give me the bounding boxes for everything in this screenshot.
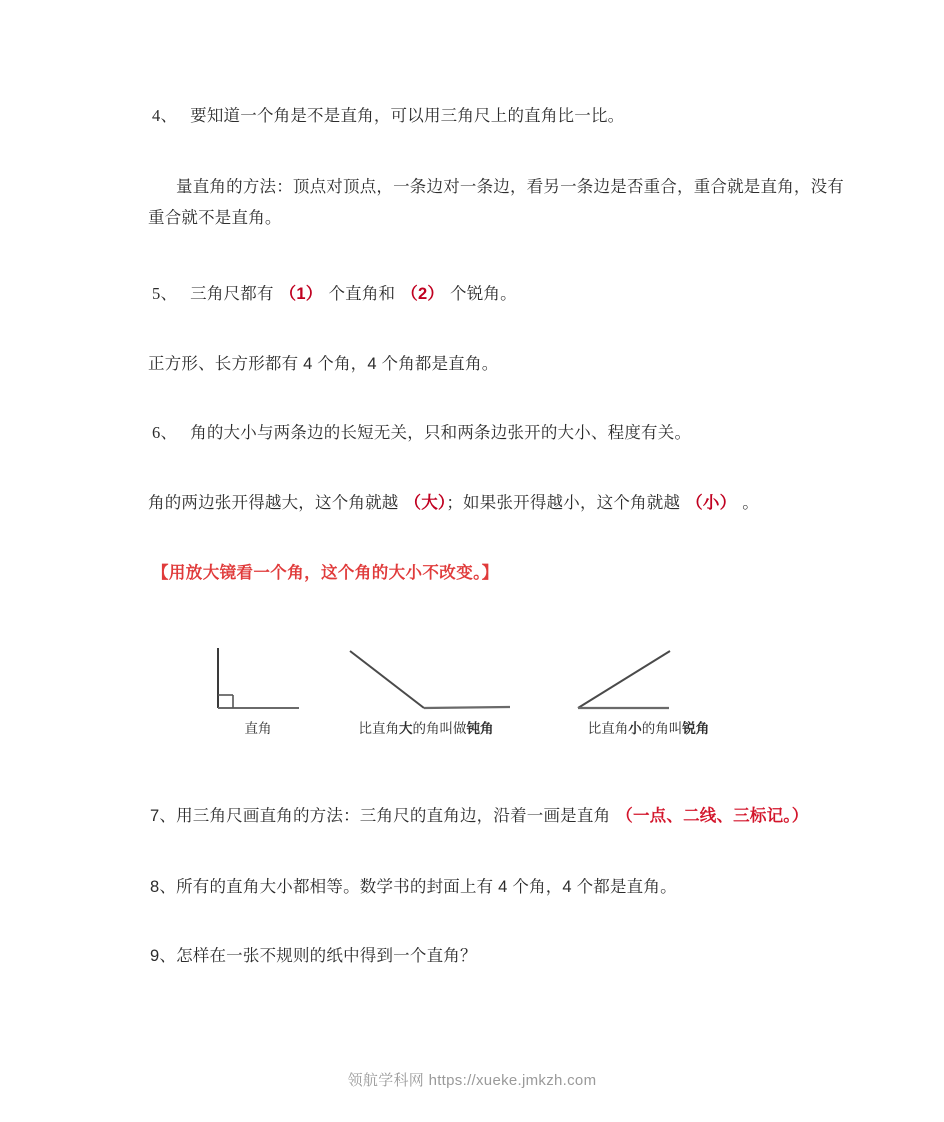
item-7-red-note: （一点、二线、三标记。）	[616, 807, 809, 825]
footer-watermark	[0, 1069, 944, 1090]
acute-label-bold-2: 锐角	[682, 721, 710, 736]
figure-right-angle-label	[203, 719, 313, 739]
paragraph-item-5	[152, 278, 517, 310]
obtuse-label-bold-1: 大	[399, 721, 413, 736]
obtuse-label-bold-2: 钝角	[466, 721, 494, 736]
obtuse-angle-diagram	[336, 640, 516, 718]
item-5-note-text: 正方形、长方形都有 4 个角，4 个角都是直角。	[148, 355, 499, 373]
item-7-text: 7、用三角尺画直角的方法：三角尺的直角边，沿着一画是直角	[150, 807, 611, 825]
item-4-number: 4、	[152, 106, 178, 125]
paragraph-item-6-note	[148, 488, 759, 519]
paragraph-item-6	[152, 417, 691, 449]
item-5-text-part2: 个直角和	[328, 285, 396, 303]
item-5-number: 5、	[152, 284, 178, 303]
acute-label-middle: 的角叫	[641, 721, 683, 736]
item-9-text: 9、怎样在一张不规则的纸中得到一个直角？	[150, 947, 477, 965]
acute-angle-diagram	[566, 640, 731, 718]
figure-acute-angle	[566, 640, 731, 739]
item-6-note-part3: 。	[742, 494, 759, 512]
paragraph-item-4	[152, 100, 624, 132]
item-5-blank-2: （2）	[401, 285, 445, 303]
item-6-number: 6、	[152, 423, 178, 442]
paragraph-item-8	[150, 872, 677, 903]
item-8-text: 8、所有的直角大小都相等。数学书的封面上有 4 个角，4 个都是直角。	[150, 878, 677, 896]
watermark-text: 领航学科网 https://xueke.jmkzh.com	[347, 1072, 597, 1089]
item-6-note-part1: 角的两边张开得越大，这个角就越	[148, 494, 399, 512]
item-4-note-text: 量直角的方法：顶点对顶点，一条边对一条边，看另一条边是否重合，重合就是直角，没有重合就不是直角。	[148, 178, 844, 227]
item-6-bracket-note	[152, 559, 499, 587]
item-6-note-part2: ；如果张开得越小，这个角就越	[446, 494, 681, 512]
paragraph-item-9	[150, 941, 477, 972]
acute-label-prefix: 比直角	[587, 721, 629, 736]
figure-right-angle	[203, 640, 313, 739]
obtuse-label-prefix: 比直角	[358, 721, 399, 736]
item-6-blank-1: （大）	[404, 494, 447, 512]
figure-obtuse-angle	[336, 640, 516, 739]
paragraph-item-7	[150, 801, 808, 832]
figure-obtuse-angle-label	[336, 719, 516, 739]
angle-figures-group	[0, 640, 944, 750]
right-angle-label-text: 直角	[244, 721, 272, 736]
paragraph-item-5-note	[148, 349, 498, 380]
item-6-text: 角的大小与两条边的长短无关，只和两条边张开的大小、程度有关。	[190, 424, 692, 442]
paragraph-item-4-note	[148, 172, 848, 234]
item-5-text-part3: 个锐角。	[450, 285, 517, 303]
item-5-text-part1: 三角尺都有	[190, 285, 274, 303]
figure-acute-angle-label	[566, 719, 731, 739]
item-6-blank-2: （小）	[686, 494, 737, 512]
item-4-text: 要知道一个角是不是直角，可以用三角尺上的直角比一比。	[190, 107, 625, 125]
bracket-note-text: 【用放大镜看一个角，这个角的大小不改变。】	[152, 564, 499, 582]
obtuse-label-middle: 的角叫做	[412, 721, 467, 736]
right-angle-diagram	[203, 640, 313, 718]
item-5-blank-1: （1）	[279, 285, 323, 303]
acute-label-bold-1: 小	[628, 721, 642, 736]
